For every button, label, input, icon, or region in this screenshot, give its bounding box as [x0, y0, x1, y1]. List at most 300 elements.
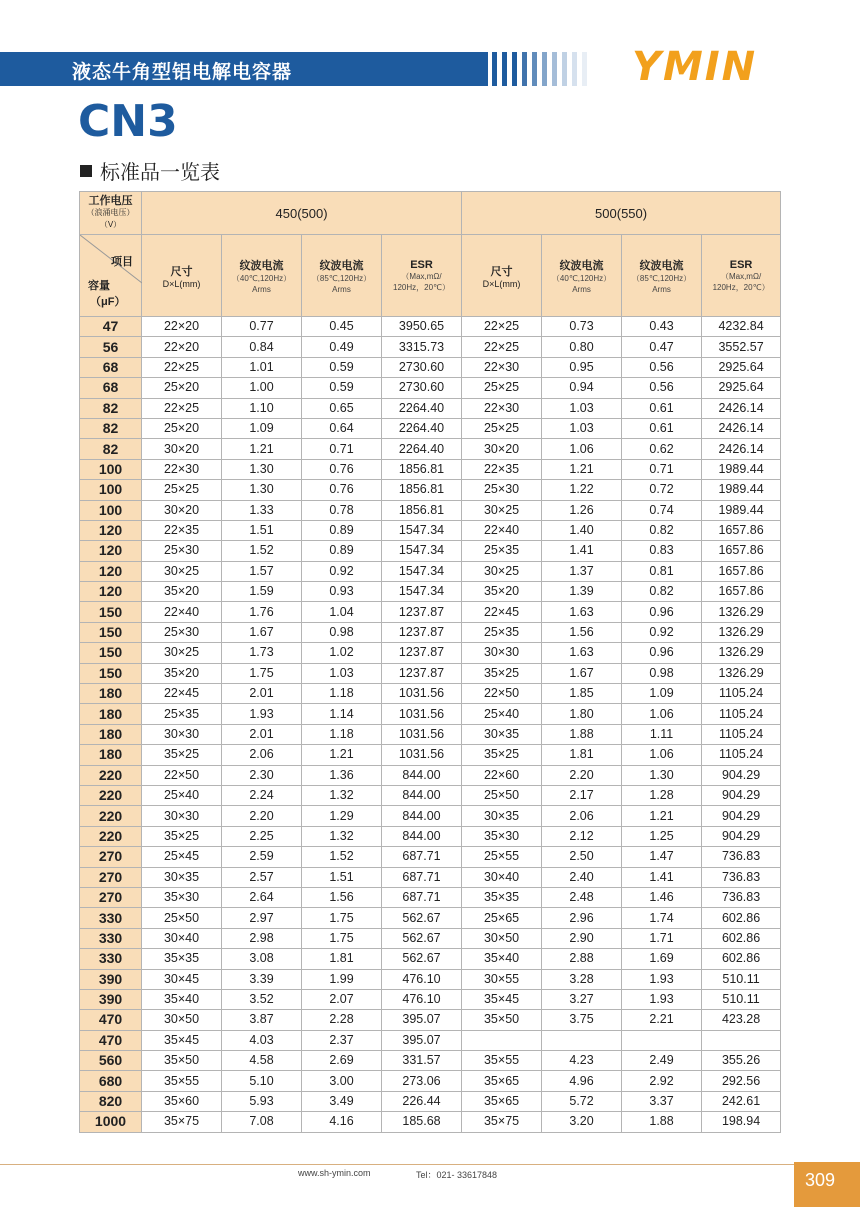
cell-r40b: 2.40: [542, 867, 622, 887]
cell-esrb: 292.56: [702, 1071, 781, 1091]
cell-cap: 390: [80, 969, 142, 989]
cell-esrb: 510.11: [702, 989, 781, 1009]
cell-r85b: 1.06: [622, 704, 702, 724]
cell-cap: 270: [80, 867, 142, 887]
cell-esra: 562.67: [382, 928, 462, 948]
cell-s2: 25×25: [462, 378, 542, 398]
spec-table-body: [80, 317, 781, 1133]
cell-r85a: 1.99: [302, 969, 382, 989]
table-row: [80, 989, 781, 1009]
cell-esrb: 2925.64: [702, 378, 781, 398]
cell-esra: 2264.40: [382, 398, 462, 418]
cell-cap: 120: [80, 520, 142, 540]
cell-r40a: 4.03: [222, 1030, 302, 1050]
cell-r85a: 1.81: [302, 949, 382, 969]
cell-s1: 22×20: [142, 337, 222, 357]
banner-stripes: [488, 52, 608, 86]
cell-esrb: 1989.44: [702, 500, 781, 520]
cell-esra: 562.67: [382, 949, 462, 969]
cell-cap: 100: [80, 480, 142, 500]
corner-header: 项目 容量 （μF）: [80, 235, 142, 317]
cell-esra: 1547.34: [382, 541, 462, 561]
model-title: CN3: [78, 96, 178, 147]
table-row: [80, 500, 781, 520]
cell-s1: 22×45: [142, 684, 222, 704]
cell-esrb: 1105.24: [702, 745, 781, 765]
group-500: 500(550): [462, 192, 781, 235]
cell-esrb: 602.86: [702, 928, 781, 948]
cell-esra: 1237.87: [382, 663, 462, 683]
table-row: [80, 847, 781, 867]
cell-esra: 1031.56: [382, 745, 462, 765]
cell-r40a: 1.52: [222, 541, 302, 561]
cell-s1: 30×50: [142, 1010, 222, 1030]
cell-r40b: 2.96: [542, 908, 622, 928]
table-row: [80, 949, 781, 969]
cell-esra: 1547.34: [382, 561, 462, 581]
cell-esra: 395.07: [382, 1010, 462, 1030]
table-row: [80, 785, 781, 805]
table-row: [80, 867, 781, 887]
cell-cap: 470: [80, 1010, 142, 1030]
cell-r85b: 0.56: [622, 378, 702, 398]
cell-cap: 680: [80, 1071, 142, 1091]
cell-r40a: 5.10: [222, 1071, 302, 1091]
table-row: [80, 1010, 781, 1030]
cell-r85a: 1.52: [302, 847, 382, 867]
cell-cap: 390: [80, 989, 142, 1009]
cell-r40b: 1.88: [542, 724, 622, 744]
cell-s1: 25×45: [142, 847, 222, 867]
cell-r40b: 4.96: [542, 1071, 622, 1091]
cell-esrb: 602.86: [702, 908, 781, 928]
cell-cap: 1000: [80, 1112, 142, 1132]
cell-s2: 22×30: [462, 357, 542, 377]
cell-s1: 22×25: [142, 398, 222, 418]
cell-s1: 22×25: [142, 357, 222, 377]
cell-r85b: 1.11: [622, 724, 702, 744]
cell-s1: 22×40: [142, 602, 222, 622]
cell-esra: 476.10: [382, 969, 462, 989]
cell-r40b: 1.40: [542, 520, 622, 540]
cell-r40b: 1.56: [542, 622, 622, 642]
cell-r40a: 1.33: [222, 500, 302, 520]
cell-esra: 395.07: [382, 1030, 462, 1050]
table-row: [80, 398, 781, 418]
cell-s2: 25×35: [462, 541, 542, 561]
cell-r85a: 1.56: [302, 887, 382, 907]
cell-r85b: 0.74: [622, 500, 702, 520]
cell-s1: 30×20: [142, 439, 222, 459]
cell-s1: 30×20: [142, 500, 222, 520]
esr-header: ESR （Max,mΩ/ 120Hz，20℃）: [382, 235, 462, 317]
table-row: [80, 1071, 781, 1091]
cell-r40b: 2.48: [542, 887, 622, 907]
cell-s2: 35×35: [462, 887, 542, 907]
table-row: [80, 969, 781, 989]
cell-s1: 35×20: [142, 663, 222, 683]
cell-cap: 220: [80, 806, 142, 826]
cell-r85a: 3.00: [302, 1071, 382, 1091]
cell-s2: [462, 1030, 542, 1050]
cell-esrb: 1989.44: [702, 480, 781, 500]
cell-esrb: 2426.14: [702, 439, 781, 459]
spec-table: [79, 191, 781, 1133]
cell-esra: 1856.81: [382, 500, 462, 520]
cell-cap: 120: [80, 582, 142, 602]
cell-r85b: 0.47: [622, 337, 702, 357]
cell-cap: 68: [80, 378, 142, 398]
cell-r85b: 2.92: [622, 1071, 702, 1091]
category-title: 液态牛角型铝电解电容器: [72, 61, 293, 83]
cell-s2: 22×50: [462, 684, 542, 704]
cell-esrb: 1105.24: [702, 724, 781, 744]
cell-s1: 22×30: [142, 459, 222, 479]
cell-cap: 220: [80, 785, 142, 805]
cell-esrb: 602.86: [702, 949, 781, 969]
cell-r40a: 2.24: [222, 785, 302, 805]
cell-s1: 30×30: [142, 806, 222, 826]
cell-r85b: 2.21: [622, 1010, 702, 1030]
cell-r40b: 1.03: [542, 418, 622, 438]
table-row: [80, 724, 781, 744]
cell-esra: 331.57: [382, 1051, 462, 1071]
cell-esrb: 3552.57: [702, 337, 781, 357]
cell-esrb: 1326.29: [702, 643, 781, 663]
cell-s2: 22×40: [462, 520, 542, 540]
cell-cap: 220: [80, 826, 142, 846]
cell-cap: 47: [80, 317, 142, 337]
table-row: [80, 704, 781, 724]
table-row: [80, 317, 781, 337]
cell-s1: 35×55: [142, 1071, 222, 1091]
cell-esra: 1237.87: [382, 622, 462, 642]
cell-esra: 2264.40: [382, 439, 462, 459]
cell-r40a: 0.77: [222, 317, 302, 337]
cell-s1: 25×50: [142, 908, 222, 928]
cell-r85b: 0.96: [622, 643, 702, 663]
footer-website: www.sh-ymin.com: [298, 1168, 371, 1178]
cell-r85b: 0.72: [622, 480, 702, 500]
cell-s1: 22×35: [142, 520, 222, 540]
cell-cap: 56: [80, 337, 142, 357]
cell-s2: 22×25: [462, 317, 542, 337]
table-row: [80, 765, 781, 785]
cell-r40a: 1.51: [222, 520, 302, 540]
cell-r40a: 1.93: [222, 704, 302, 724]
cell-r85b: 1.71: [622, 928, 702, 948]
cell-cap: 330: [80, 928, 142, 948]
cell-s1: 25×25: [142, 480, 222, 500]
cell-r85b: 1.25: [622, 826, 702, 846]
table-row: [80, 928, 781, 948]
cell-s2: 25×40: [462, 704, 542, 724]
cell-esra: 226.44: [382, 1091, 462, 1111]
cell-r40a: 3.08: [222, 949, 302, 969]
cell-cap: 180: [80, 704, 142, 724]
cell-r40a: 5.93: [222, 1091, 302, 1111]
cell-s1: 25×40: [142, 785, 222, 805]
cell-esrb: 1105.24: [702, 684, 781, 704]
cell-r85a: 0.98: [302, 622, 382, 642]
cell-s1: 35×20: [142, 582, 222, 602]
cell-esrb: 904.29: [702, 826, 781, 846]
cell-r40b: 1.39: [542, 582, 622, 602]
cell-r40a: 1.10: [222, 398, 302, 418]
cell-s1: 35×75: [142, 1112, 222, 1132]
table-row: [80, 418, 781, 438]
cell-r40b: 0.73: [542, 317, 622, 337]
cell-esra: 687.71: [382, 887, 462, 907]
table-row: [80, 582, 781, 602]
table-row: [80, 1091, 781, 1111]
cell-s2: 25×35: [462, 622, 542, 642]
cell-r85a: 1.02: [302, 643, 382, 663]
cell-s2: 30×20: [462, 439, 542, 459]
cell-s1: 35×30: [142, 887, 222, 907]
cell-esrb: 736.83: [702, 887, 781, 907]
cell-cap: 150: [80, 643, 142, 663]
cell-r85b: 1.46: [622, 887, 702, 907]
cell-s2: 35×75: [462, 1112, 542, 1132]
cell-r85a: 2.28: [302, 1010, 382, 1030]
cell-esrb: 904.29: [702, 806, 781, 826]
table-row: [80, 643, 781, 663]
cell-esrb: 510.11: [702, 969, 781, 989]
table-row: [80, 826, 781, 846]
cell-s2: 30×35: [462, 806, 542, 826]
cell-r40b: 4.23: [542, 1051, 622, 1071]
cell-s1: 30×25: [142, 561, 222, 581]
cell-r85b: 1.41: [622, 867, 702, 887]
cell-s1: 30×25: [142, 643, 222, 663]
cell-esrb: 2426.14: [702, 398, 781, 418]
table-row: [80, 887, 781, 907]
cell-r85b: 1.47: [622, 847, 702, 867]
cell-s2: 30×30: [462, 643, 542, 663]
cell-s2: 22×35: [462, 459, 542, 479]
cell-esra: 476.10: [382, 989, 462, 1009]
cell-esrb: 1657.86: [702, 520, 781, 540]
cell-r40a: 2.20: [222, 806, 302, 826]
table-row: [80, 1112, 781, 1132]
cell-r85a: 3.49: [302, 1091, 382, 1111]
cell-esrb: 1989.44: [702, 459, 781, 479]
cell-r40a: 1.30: [222, 480, 302, 500]
cell-esra: 3315.73: [382, 337, 462, 357]
cell-cap: 180: [80, 684, 142, 704]
cell-esrb: 198.94: [702, 1112, 781, 1132]
cell-cap: 270: [80, 887, 142, 907]
cell-r85a: 0.76: [302, 480, 382, 500]
cell-esra: 1237.87: [382, 602, 462, 622]
table-row: [80, 745, 781, 765]
table-row: [80, 439, 781, 459]
cell-esra: 844.00: [382, 785, 462, 805]
cell-r85b: 1.88: [622, 1112, 702, 1132]
cell-esra: 1547.34: [382, 520, 462, 540]
cell-r40a: 2.30: [222, 765, 302, 785]
cell-esra: 687.71: [382, 847, 462, 867]
cell-r40a: 1.30: [222, 459, 302, 479]
cell-r85a: 0.45: [302, 317, 382, 337]
cell-s1: 25×35: [142, 704, 222, 724]
cell-r40a: 3.39: [222, 969, 302, 989]
cell-r85a: 0.59: [302, 378, 382, 398]
cell-r40a: 0.84: [222, 337, 302, 357]
cell-esra: 3950.65: [382, 317, 462, 337]
cell-r85a: 2.07: [302, 989, 382, 1009]
cell-cap: 330: [80, 908, 142, 928]
cell-r85b: 0.81: [622, 561, 702, 581]
cell-s2: 30×25: [462, 500, 542, 520]
cell-esra: 1856.81: [382, 459, 462, 479]
footer-tel: Tel：021- 33617848: [416, 1170, 498, 1180]
cell-cap: 82: [80, 439, 142, 459]
cell-esrb: 1326.29: [702, 663, 781, 683]
cell-r85b: 1.93: [622, 969, 702, 989]
cell-s1: 35×45: [142, 1030, 222, 1050]
cell-esra: 562.67: [382, 908, 462, 928]
cell-esra: 687.71: [382, 867, 462, 887]
cell-s2: 35×55: [462, 1051, 542, 1071]
cell-s1: 35×25: [142, 826, 222, 846]
cell-s1: 35×50: [142, 1051, 222, 1071]
cell-r85b: 2.49: [622, 1051, 702, 1071]
cell-cap: 470: [80, 1030, 142, 1050]
cell-r85b: 0.62: [622, 439, 702, 459]
cell-r85b: 0.56: [622, 357, 702, 377]
cell-r85a: 1.21: [302, 745, 382, 765]
cell-r85b: 1.30: [622, 765, 702, 785]
cell-r85b: 0.43: [622, 317, 702, 337]
cell-r40a: 1.57: [222, 561, 302, 581]
cell-esrb: 736.83: [702, 867, 781, 887]
cell-esra: 273.06: [382, 1071, 462, 1091]
cell-s2: 30×55: [462, 969, 542, 989]
cell-r40a: 2.59: [222, 847, 302, 867]
cell-s2: 35×25: [462, 745, 542, 765]
cell-r85a: 0.49: [302, 337, 382, 357]
cell-r40b: 0.80: [542, 337, 622, 357]
cell-cap: 150: [80, 602, 142, 622]
cell-cap: 100: [80, 459, 142, 479]
cell-esra: 185.68: [382, 1112, 462, 1132]
cell-s2: 30×50: [462, 928, 542, 948]
cell-s2: 35×25: [462, 663, 542, 683]
cell-r40a: 1.67: [222, 622, 302, 642]
ripple40-header: 纹波电流 （40℃,120Hz） Arms: [222, 235, 302, 317]
cell-s2: 35×65: [462, 1071, 542, 1091]
cell-esra: 1031.56: [382, 684, 462, 704]
cell-cap: 68: [80, 357, 142, 377]
cell-r85b: 1.06: [622, 745, 702, 765]
cell-r40a: 2.25: [222, 826, 302, 846]
cell-r85b: 1.28: [622, 785, 702, 805]
cell-s2: 35×40: [462, 949, 542, 969]
cell-s1: 25×20: [142, 378, 222, 398]
voltage-header: 工作电压 （浪涌电压） （V）: [80, 192, 142, 235]
cell-esrb: 1657.86: [702, 541, 781, 561]
cell-r40b: 1.26: [542, 500, 622, 520]
cell-r85b: 0.61: [622, 418, 702, 438]
cell-s2: 30×35: [462, 724, 542, 744]
cell-r85a: 0.59: [302, 357, 382, 377]
cell-r85b: 1.09: [622, 684, 702, 704]
section-title: 标准品一览表: [100, 160, 220, 184]
cell-s2: 35×65: [462, 1091, 542, 1111]
cell-cap: 82: [80, 398, 142, 418]
cell-esra: 1856.81: [382, 480, 462, 500]
cell-s1: 30×30: [142, 724, 222, 744]
cell-r40a: 2.06: [222, 745, 302, 765]
ymin-logo: YMIN: [632, 44, 758, 90]
cell-s2: 35×50: [462, 1010, 542, 1030]
cell-r85b: 0.92: [622, 622, 702, 642]
cell-r85a: 0.64: [302, 418, 382, 438]
cell-r85a: 2.69: [302, 1051, 382, 1071]
cell-r40b: 2.88: [542, 949, 622, 969]
cell-r85a: 0.89: [302, 520, 382, 540]
cell-s2: 35×45: [462, 989, 542, 1009]
cell-s1: 22×20: [142, 317, 222, 337]
cell-cap: 560: [80, 1051, 142, 1071]
cell-r85a: 0.76: [302, 459, 382, 479]
table-row: [80, 561, 781, 581]
ripple85-header: 纹波电流 （85℃,120Hz） Arms: [622, 235, 702, 317]
table-row: [80, 684, 781, 704]
cell-esrb: 355.26: [702, 1051, 781, 1071]
cell-r40b: [542, 1030, 622, 1050]
cell-r85a: 1.75: [302, 928, 382, 948]
cell-esra: 844.00: [382, 806, 462, 826]
cell-r85b: 0.82: [622, 582, 702, 602]
cell-r40a: 2.64: [222, 887, 302, 907]
cell-cap: 150: [80, 622, 142, 642]
cell-r40a: 2.98: [222, 928, 302, 948]
cell-r40b: 0.94: [542, 378, 622, 398]
cell-r85b: 1.69: [622, 949, 702, 969]
size-header: 尺寸 D×L(mm): [462, 235, 542, 317]
page-number: 309: [805, 1170, 836, 1190]
cell-r40a: 1.75: [222, 663, 302, 683]
table-row: [80, 378, 781, 398]
group-450: 450(500): [142, 192, 462, 235]
cell-esra: 1031.56: [382, 704, 462, 724]
cell-r40b: 3.28: [542, 969, 622, 989]
cell-s2: 25×50: [462, 785, 542, 805]
cell-r40b: 2.12: [542, 826, 622, 846]
cell-r40a: 3.87: [222, 1010, 302, 1030]
cell-s1: 30×40: [142, 928, 222, 948]
footer-divider: [0, 1164, 860, 1165]
cell-r85b: 0.61: [622, 398, 702, 418]
cell-cap: 120: [80, 541, 142, 561]
cell-s1: 22×50: [142, 765, 222, 785]
cell-esra: 844.00: [382, 765, 462, 785]
cell-r85b: 1.74: [622, 908, 702, 928]
cell-cap: 180: [80, 745, 142, 765]
table-row: [80, 357, 781, 377]
cell-esrb: 2925.64: [702, 357, 781, 377]
cell-r40a: 2.57: [222, 867, 302, 887]
cell-s2: 25×30: [462, 480, 542, 500]
cell-r85a: 0.78: [302, 500, 382, 520]
cell-r40a: 1.59: [222, 582, 302, 602]
cell-r40b: 2.06: [542, 806, 622, 826]
cell-r40b: 1.81: [542, 745, 622, 765]
cell-esra: 2730.60: [382, 378, 462, 398]
